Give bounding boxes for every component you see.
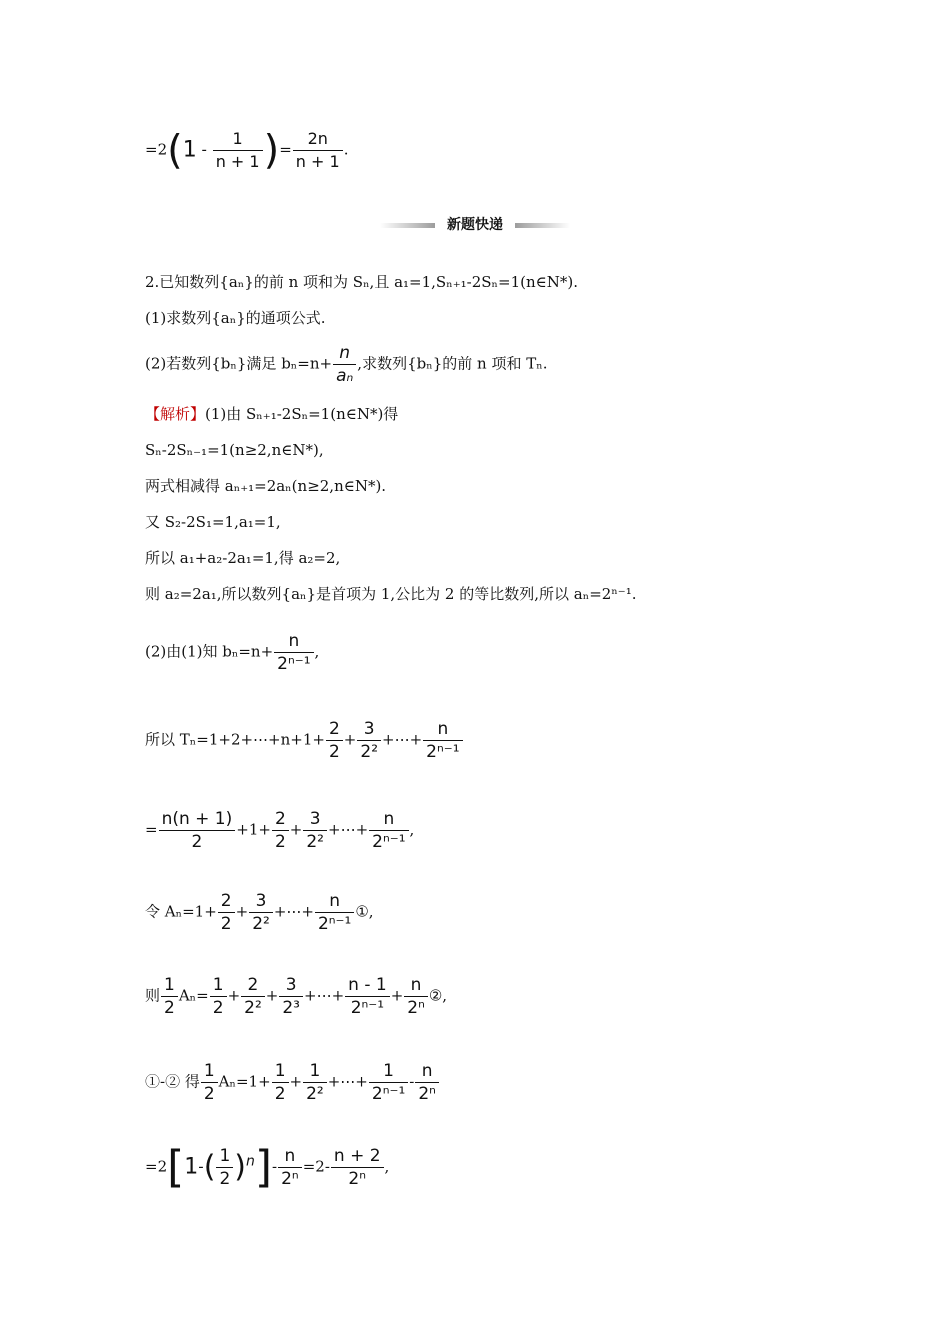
denominator: 2ⁿ⁻¹ bbox=[426, 742, 460, 762]
math-text: +1+ bbox=[236, 820, 271, 839]
text: ,求数列{bₙ}的前 n 项和 Tₙ. bbox=[357, 354, 548, 373]
fraction bbox=[423, 718, 462, 763]
right-paren: ) bbox=[234, 1149, 246, 1185]
fraction bbox=[369, 808, 408, 853]
solution-line-12 bbox=[145, 1060, 440, 1105]
text: (2)若数列{bₙ}满足 bₙ=n+ bbox=[145, 354, 333, 373]
text: . bbox=[343, 140, 349, 159]
solution-line-2: Sₙ-2Sₙ₋₁=1(n≥2,n∈N*), bbox=[145, 441, 324, 459]
denominator: 2 bbox=[219, 1169, 231, 1189]
denominator: 2 bbox=[220, 914, 232, 934]
fraction bbox=[161, 974, 178, 1019]
fraction bbox=[216, 1145, 233, 1190]
fraction bbox=[241, 974, 265, 1019]
fraction bbox=[159, 808, 236, 853]
fraction bbox=[272, 1060, 289, 1105]
numerator: 1 bbox=[213, 128, 263, 151]
text: (1)由 Sₙ₊₁-2Sₙ=1(n∈N*)得 bbox=[205, 405, 399, 423]
fraction bbox=[303, 1060, 327, 1105]
fraction bbox=[333, 342, 356, 387]
numerator: n bbox=[278, 1145, 302, 1168]
fraction bbox=[357, 718, 381, 763]
numerator: 1 bbox=[210, 974, 227, 997]
fraction bbox=[315, 890, 354, 935]
text: 则 bbox=[145, 986, 161, 1005]
solution-line-9 bbox=[145, 808, 414, 853]
numerator: n bbox=[315, 890, 354, 913]
fraction bbox=[218, 890, 235, 935]
math-text: ①, bbox=[355, 902, 374, 921]
solution-line-6: 则 a₂=2a₁,所以数列{aₙ}是首项为 1,公比为 2 的等比数列,所以 aₙ=2ⁿ⁻¹. bbox=[145, 585, 637, 603]
numerator: n bbox=[423, 718, 462, 741]
math-text: + bbox=[265, 986, 279, 1005]
math-text: + bbox=[390, 986, 404, 1005]
denominator: 2ⁿ⁻¹ bbox=[277, 654, 311, 674]
numerator: 1 bbox=[216, 1145, 233, 1168]
right-bracket: ] bbox=[254, 1141, 273, 1193]
fraction bbox=[345, 974, 390, 1019]
denominator: 2ⁿ bbox=[348, 1169, 367, 1189]
fraction bbox=[369, 1060, 408, 1105]
text: 所以 Tₙ=1+2+⋯+n+1+ bbox=[145, 730, 325, 749]
denominator: 2 bbox=[203, 1084, 215, 1104]
numerator: 3 bbox=[249, 890, 273, 913]
numerator: 2 bbox=[272, 808, 289, 831]
right-paren: ) bbox=[263, 127, 280, 174]
denominator: 2ⁿ⁻¹ bbox=[317, 914, 352, 934]
math-text: , bbox=[409, 820, 415, 839]
text: ①-② 得 bbox=[145, 1072, 200, 1091]
fraction bbox=[272, 808, 289, 853]
math-text: - bbox=[198, 1157, 204, 1176]
denominator: 2 bbox=[212, 998, 224, 1018]
solution-line-11 bbox=[145, 974, 447, 1019]
solution-line-10 bbox=[145, 890, 374, 935]
math-text: + bbox=[289, 820, 303, 839]
solution-line-13 bbox=[145, 1141, 390, 1193]
numerator: n bbox=[369, 808, 408, 831]
numerator: 2 bbox=[241, 974, 265, 997]
math-text: - bbox=[409, 1072, 415, 1091]
numerator: 2 bbox=[218, 890, 235, 913]
denominator: 2² bbox=[244, 998, 262, 1018]
denominator: 2³ bbox=[282, 998, 300, 1018]
math-text: , bbox=[314, 642, 320, 661]
problem-part2 bbox=[145, 342, 547, 387]
numerator: n bbox=[415, 1060, 439, 1083]
solution-tag: 【解析】 bbox=[145, 405, 206, 423]
section-banner bbox=[380, 215, 570, 235]
denominator: 2 bbox=[274, 1084, 286, 1104]
numerator: n bbox=[404, 974, 428, 997]
math-text: + bbox=[343, 730, 357, 749]
denominator: 2 bbox=[191, 832, 203, 852]
denominator: 2 bbox=[274, 832, 286, 852]
problem-part1: (1)求数列{aₙ}的通项公式. bbox=[145, 309, 326, 327]
numerator: 1 bbox=[369, 1060, 408, 1083]
text: = bbox=[279, 140, 292, 159]
text: 1 bbox=[182, 137, 197, 163]
denominator: 2ⁿ bbox=[418, 1084, 436, 1104]
math-text: + bbox=[289, 1072, 303, 1091]
denominator: 2² bbox=[306, 1084, 324, 1104]
math-text: +⋯+ bbox=[328, 820, 369, 839]
numerator: n + 2 bbox=[331, 1145, 384, 1168]
numerator: n - 1 bbox=[345, 974, 390, 997]
text: =2 bbox=[145, 140, 168, 159]
fraction bbox=[404, 974, 428, 1019]
denominator: 2 bbox=[164, 998, 175, 1018]
solution-line-5: 所以 a₁+a₂-2a₁=1,得 a₂=2, bbox=[145, 549, 341, 567]
text: =2 bbox=[145, 1157, 168, 1176]
numerator: 1 bbox=[201, 1060, 218, 1083]
solution-line-7 bbox=[145, 630, 319, 675]
denominator: 2² bbox=[252, 914, 270, 934]
numerator: 2n bbox=[293, 128, 343, 151]
left-bracket: [ bbox=[167, 1141, 185, 1193]
denominator: 2² bbox=[360, 742, 379, 762]
numerator: n bbox=[274, 630, 313, 653]
denominator: 2ⁿ bbox=[407, 998, 425, 1018]
text: (2)由(1)知 bₙ=n+ bbox=[145, 642, 274, 661]
math-text: Aₙ= bbox=[178, 986, 209, 1005]
solution-line-4: 又 S₂-2S₁=1,a₁=1, bbox=[145, 513, 281, 531]
numerator: n bbox=[333, 342, 356, 365]
denominator: 2² bbox=[306, 832, 324, 852]
solution-line-3: 两式相减得 aₙ₊₁=2aₙ(n≥2,n∈N*). bbox=[145, 477, 387, 495]
numerator: 3 bbox=[303, 808, 327, 831]
denominator: 2ⁿ⁻¹ bbox=[371, 1084, 406, 1104]
numerator: 1 bbox=[272, 1060, 289, 1083]
math-text: 1 bbox=[184, 1154, 199, 1180]
text: 令 Aₙ=1+ bbox=[145, 902, 217, 921]
math-text: +⋯+ bbox=[273, 902, 314, 921]
fraction bbox=[415, 1060, 439, 1105]
math-text: n bbox=[245, 1153, 255, 1170]
fraction bbox=[278, 1145, 302, 1190]
math-text: +⋯+ bbox=[304, 986, 345, 1005]
text: = bbox=[145, 820, 158, 839]
formula-top bbox=[145, 128, 348, 173]
solution-line-8 bbox=[145, 718, 464, 763]
numerator: 3 bbox=[357, 718, 381, 741]
fraction bbox=[331, 1145, 384, 1190]
numerator: 3 bbox=[279, 974, 303, 997]
numerator: 2 bbox=[326, 718, 343, 741]
numerator: 1 bbox=[303, 1060, 327, 1083]
left-paren: ( bbox=[203, 1149, 216, 1185]
numerator: 1 bbox=[161, 974, 178, 997]
math-text: +⋯+ bbox=[327, 1072, 368, 1091]
math-text: + bbox=[227, 986, 241, 1005]
fraction bbox=[213, 128, 263, 173]
denominator: 2ⁿ⁻¹ bbox=[350, 998, 385, 1018]
math-text: ②, bbox=[428, 986, 448, 1005]
fraction bbox=[303, 808, 327, 853]
numerator: n(n + 1) bbox=[159, 808, 236, 831]
fraction bbox=[249, 890, 273, 935]
denominator: 2ⁿ bbox=[281, 1169, 299, 1189]
math-text: +⋯+ bbox=[382, 730, 423, 749]
math-text: Aₙ=1+ bbox=[218, 1072, 271, 1091]
math-text: + bbox=[235, 902, 249, 921]
denominator: 2 bbox=[328, 742, 340, 762]
banner-title: 新题快递 bbox=[435, 215, 515, 235]
math-text: , bbox=[384, 1157, 390, 1176]
fraction bbox=[274, 630, 313, 675]
denominator: 2ⁿ⁻¹ bbox=[372, 832, 406, 852]
denominator: aₙ bbox=[336, 366, 354, 386]
denominator: n + 1 bbox=[295, 152, 340, 171]
fraction bbox=[326, 718, 343, 763]
text: - bbox=[196, 140, 212, 159]
fraction bbox=[201, 1060, 218, 1105]
denominator: n + 1 bbox=[215, 152, 260, 171]
problem-statement: 2.已知数列{aₙ}的前 n 项和为 Sₙ,且 a₁=1,Sₙ₊₁-2Sₙ=1(n∈N*). bbox=[145, 273, 578, 291]
fraction bbox=[210, 974, 227, 1019]
fraction bbox=[279, 974, 303, 1019]
math-text: - bbox=[272, 1157, 278, 1176]
fraction bbox=[293, 128, 343, 173]
solution-line-1 bbox=[145, 404, 398, 424]
math-text: =2- bbox=[302, 1157, 330, 1176]
left-paren: ( bbox=[167, 127, 183, 174]
